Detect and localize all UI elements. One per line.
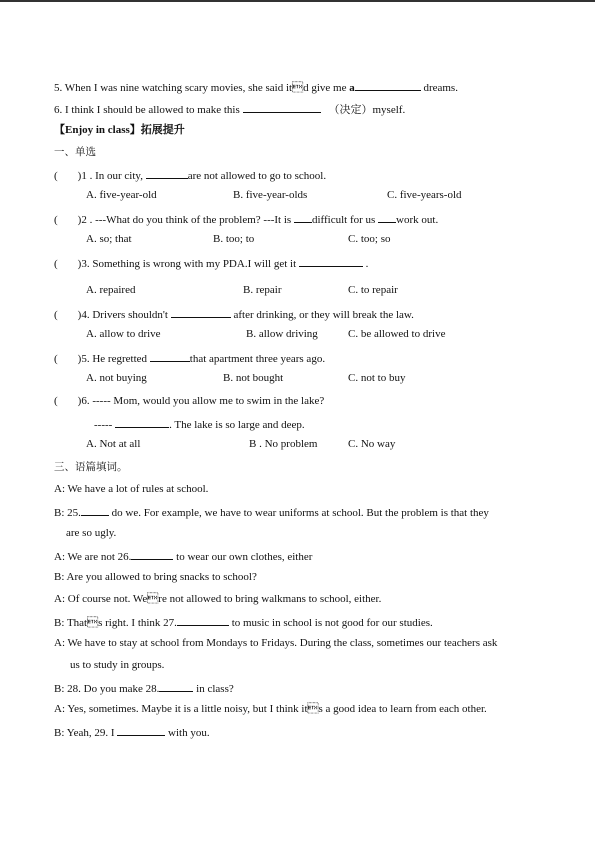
mcq-5-option-a[interactable]: A. not buying: [86, 372, 147, 384]
mcq-4-paren-close: ): [77, 309, 82, 321]
mcq-2-option-a[interactable]: A. so; that: [86, 233, 132, 245]
mcq-3-paren-close: ): [77, 258, 82, 270]
dialog-line-6-post: to music in school is not good for our studies.: [228, 617, 433, 629]
mcq-5-paren-close: ): [77, 353, 82, 365]
mcq-3: [54, 255, 368, 271]
question-6: [54, 101, 405, 117]
mcq-6-option-c[interactable]: C. No way: [348, 438, 396, 450]
mcq-6-paren-open: (: [54, 395, 58, 407]
blank-29[interactable]: [117, 724, 165, 736]
mcq-1-option-c[interactable]: C. five-years-old: [387, 189, 462, 201]
dialog-line-10-pre: B: Yeah, 29. I: [54, 727, 118, 739]
mcq-6-sub-tail: . The lake is so large and deep.: [169, 419, 305, 431]
blank-25[interactable]: [81, 504, 109, 516]
mcq-5-option-b[interactable]: B. not bought: [223, 372, 284, 384]
mcq-5-stem: 5. He regretted: [81, 353, 150, 365]
mcq-3-paren-open: (: [54, 258, 58, 270]
dialog-line-3: [54, 548, 312, 564]
dialog-line-6-pre: B: Thats right. I think 27.: [54, 617, 177, 629]
mcq-1-option-a[interactable]: A. five-year-old: [86, 189, 157, 201]
page-top-border: [0, 0, 595, 2]
mcq-1-paren-close: ): [77, 170, 82, 182]
dialog-line-4: B: Are you allowed to bring snacks to school?: [54, 571, 257, 583]
dialog-line-2-pre: B: 25.: [54, 507, 81, 519]
blank-27[interactable]: [177, 614, 229, 626]
question-5-text: 5. When I was nine watching scary movies, she said itd give me: [54, 82, 350, 94]
section-enjoy-in-class: 【Enjoy in class】拓展提升: [54, 124, 185, 136]
mcq-6: [54, 394, 324, 408]
question-5-bold-word: a: [349, 82, 355, 94]
mcq-4-option-c[interactable]: C. be allowed to drive: [348, 328, 446, 340]
mcq-4-stem: 4. Drivers shouldn't: [81, 309, 171, 321]
mcq-1-stem: 1 . In our city,: [81, 170, 146, 182]
dialog-line-2-cont: are so ugly.: [66, 527, 117, 539]
mcq-2-option-c[interactable]: C. too; so: [348, 233, 391, 245]
mcq-6-option-b[interactable]: B . No problem: [249, 438, 318, 450]
blank-26[interactable]: [131, 548, 173, 560]
question-6-blank[interactable]: [243, 101, 321, 113]
dialog-line-10: [54, 724, 210, 740]
mcq-4-stem-tail: after drinking, or they will break the law.: [230, 309, 414, 321]
dialog-line-3-pre: A: We are not 26.: [54, 551, 132, 563]
mcq-1-option-b[interactable]: B. five-year-olds: [233, 189, 308, 201]
mcq-5-paren-open: (: [54, 353, 58, 365]
mcq-6-blank[interactable]: [115, 416, 169, 428]
dialog-line-10-post: with you.: [165, 727, 210, 739]
mcq-3-stem-tail: .: [362, 258, 369, 270]
mcq-3-option-b[interactable]: B. repair: [243, 284, 282, 296]
mcq-4-option-b[interactable]: B. allow driving: [246, 328, 318, 340]
mcq-2-stem-mid: difficult for us: [311, 214, 379, 226]
mcq-2-paren-open: (: [54, 214, 58, 226]
dialog-line-8: [54, 680, 234, 696]
blank-28[interactable]: [159, 680, 193, 692]
mcq-3-option-a[interactable]: A. repaired: [86, 284, 136, 296]
mcq-2-stem-tail: work out.: [396, 214, 439, 226]
mcq-1-stem-tail: are not allowed to go to school.: [187, 170, 327, 182]
dialog-line-7: A: We have to stay at school from Mondays to Fridays. During the class, sometimes our teachers ask: [54, 637, 498, 649]
mcq-2-stem: 2 . ---What do you think of the problem? ---It is: [81, 214, 294, 226]
dialog-line-7-cont: us to study in groups.: [70, 659, 165, 671]
mcq-1-paren-open: (: [54, 170, 58, 182]
section-1-heading: 一、单选: [54, 146, 96, 158]
dialog-line-9: A: Yes, sometimes. Maybe it is a little noisy, but I think its a good idea to learn from each other.: [54, 703, 487, 715]
mcq-4: [54, 306, 414, 322]
section-3-heading: 三、语篇填词。: [54, 461, 128, 473]
mcq-2: [54, 211, 438, 227]
dialog-line-1: A: We have a lot of rules at school.: [54, 483, 209, 495]
mcq-5-blank[interactable]: [150, 350, 190, 362]
dialog-line-8-post: in class?: [193, 683, 234, 695]
mcq-1-blank[interactable]: [146, 167, 188, 179]
mcq-1: [54, 167, 326, 183]
question-5-tail: dreams.: [420, 82, 458, 94]
mcq-6-sub-prefix: -----: [94, 419, 116, 431]
question-6-text: 6. I think I should be allowed to make this: [54, 104, 243, 116]
mcq-2-paren-close: ): [77, 214, 82, 226]
mcq-2-blank-1[interactable]: [294, 211, 312, 223]
mcq-4-option-a[interactable]: A. allow to drive: [86, 328, 161, 340]
dialog-line-5: A: Of course not. Were not allowed to bring walkmans to school, either.: [54, 593, 382, 605]
question-5: [54, 79, 458, 95]
question-6-hint: （决定）: [328, 104, 373, 116]
mcq-6-option-a[interactable]: A. Not at all: [86, 438, 141, 450]
mcq-5: [54, 350, 325, 366]
dialog-line-8-pre: B: 28. Do you make 28.: [54, 683, 160, 695]
dialog-line-2: [54, 504, 489, 520]
mcq-6-stem: 6. ----- Mom, would you allow me to swim in the lake?: [81, 395, 325, 407]
question-6-tail: myself.: [372, 104, 406, 116]
mcq-2-option-b[interactable]: B. too; to: [213, 233, 255, 245]
mcq-6-paren-close: ): [77, 395, 82, 407]
mcq-3-stem: 3. Something is wrong with my PDA.I will get it: [81, 258, 299, 270]
mcq-5-stem-tail: that apartment three years ago.: [189, 353, 326, 365]
dialog-line-2-post: do we. For example, we have to wear uniforms at school. But the problem is that they: [108, 507, 489, 519]
dialog-line-3-post: to wear our own clothes, either: [173, 551, 313, 563]
mcq-2-blank-2[interactable]: [378, 211, 396, 223]
mcq-3-option-c[interactable]: C. to repair: [348, 284, 398, 296]
dialog-line-6: [54, 614, 433, 630]
mcq-4-paren-open: (: [54, 309, 58, 321]
mcq-6-sub-line: [94, 416, 305, 432]
mcq-3-blank[interactable]: [299, 255, 363, 267]
question-5-blank[interactable]: [355, 79, 421, 91]
mcq-4-blank[interactable]: [171, 306, 231, 318]
mcq-5-option-c[interactable]: C. not to buy: [348, 372, 406, 384]
